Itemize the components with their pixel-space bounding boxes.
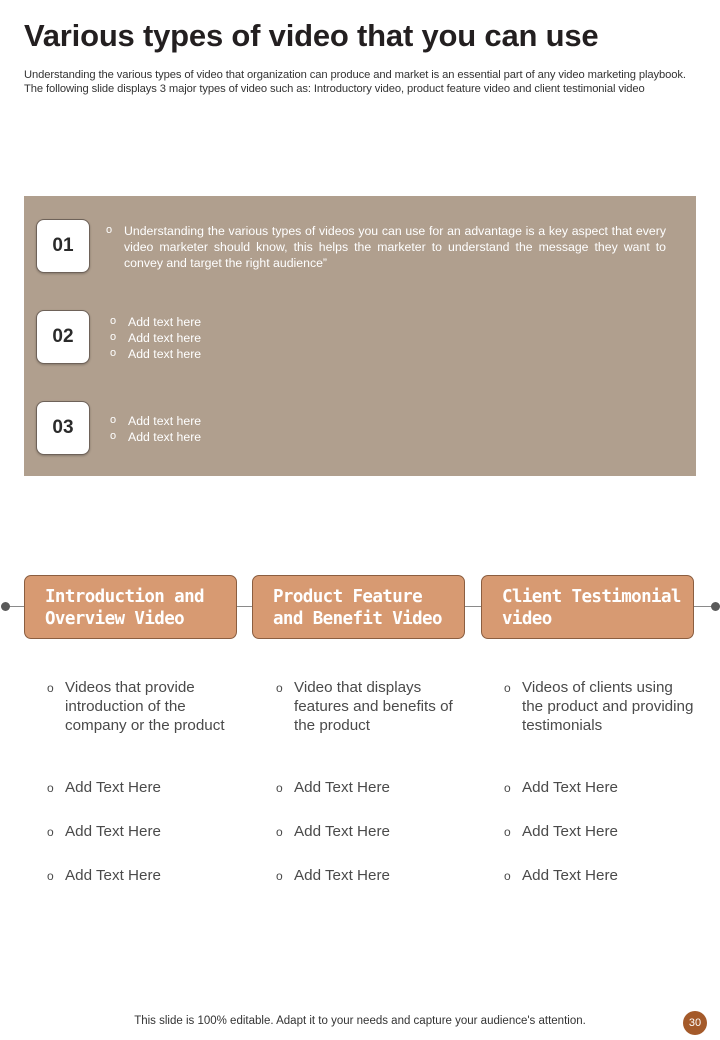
- page-subtitle: Understanding the various types of video that organization can produce and market is an essential part of any video marketing playbook. The following slide displays 3 major types of video such as: Introductory video, product feature video and client testimonial video: [24, 69, 686, 95]
- footer-note: This slide is 100% editable. Adapt it to your needs and capture your audience's attention.: [134, 1015, 586, 1027]
- number-badge-01: 01: [36, 219, 90, 273]
- list-item: o Add Text Here: [47, 822, 237, 866]
- panel-row-02-item: o Add text here: [110, 314, 410, 330]
- page-number-badge: 30: [683, 1011, 707, 1035]
- panel-row-03-list: [110, 413, 410, 445]
- list-item: o Add Text Here: [276, 866, 466, 910]
- testimonial-video-list: [504, 678, 694, 910]
- panel-row-03-item: o Add text here: [110, 429, 410, 445]
- page-title: Various types of video that you can use: [24, 18, 599, 53]
- list-item: o Add Text Here: [504, 866, 694, 910]
- video-type-card-intro: Introduction and Overview Video: [24, 575, 237, 639]
- timeline-start-dot: [1, 602, 10, 611]
- panel-row-02-item: o Add text here: [110, 346, 410, 362]
- info-panel: [24, 196, 696, 476]
- list-item: o Videos that provide introduction of the company or the product: [47, 678, 237, 778]
- timeline-end-dot: [711, 602, 720, 611]
- list-item: o Video that displays features and benefits of the product: [276, 678, 466, 778]
- list-item: o Add Text Here: [47, 866, 237, 910]
- video-type-card-testimonial: Client Testimonial video: [481, 575, 694, 639]
- number-badge-02: 02: [36, 310, 90, 364]
- list-item: o Videos of clients using the product and providing testimonials: [504, 678, 694, 778]
- number-badge-03: 03: [36, 401, 90, 455]
- list-item: o Add Text Here: [276, 778, 466, 822]
- panel-row-02-list: [110, 314, 410, 362]
- panel-row-01-item: o Understanding the various types of videos you can use for an advantage is a key aspect that every video marketer should know, this helps the marketer to understand the message they want to convey and target the right audience”: [106, 223, 666, 271]
- product-video-list: [276, 678, 466, 910]
- list-item: o Add Text Here: [276, 822, 466, 866]
- video-type-card-product: Product Feature and Benefit Video: [252, 575, 465, 639]
- panel-row-02-item: o Add text here: [110, 330, 410, 346]
- list-item: o Add Text Here: [47, 778, 237, 822]
- intro-video-list: [47, 678, 237, 910]
- panel-row-01-list: [106, 223, 666, 271]
- list-item: o Add Text Here: [504, 778, 694, 822]
- list-item: o Add Text Here: [504, 822, 694, 866]
- panel-row-03-item: o Add text here: [110, 413, 410, 429]
